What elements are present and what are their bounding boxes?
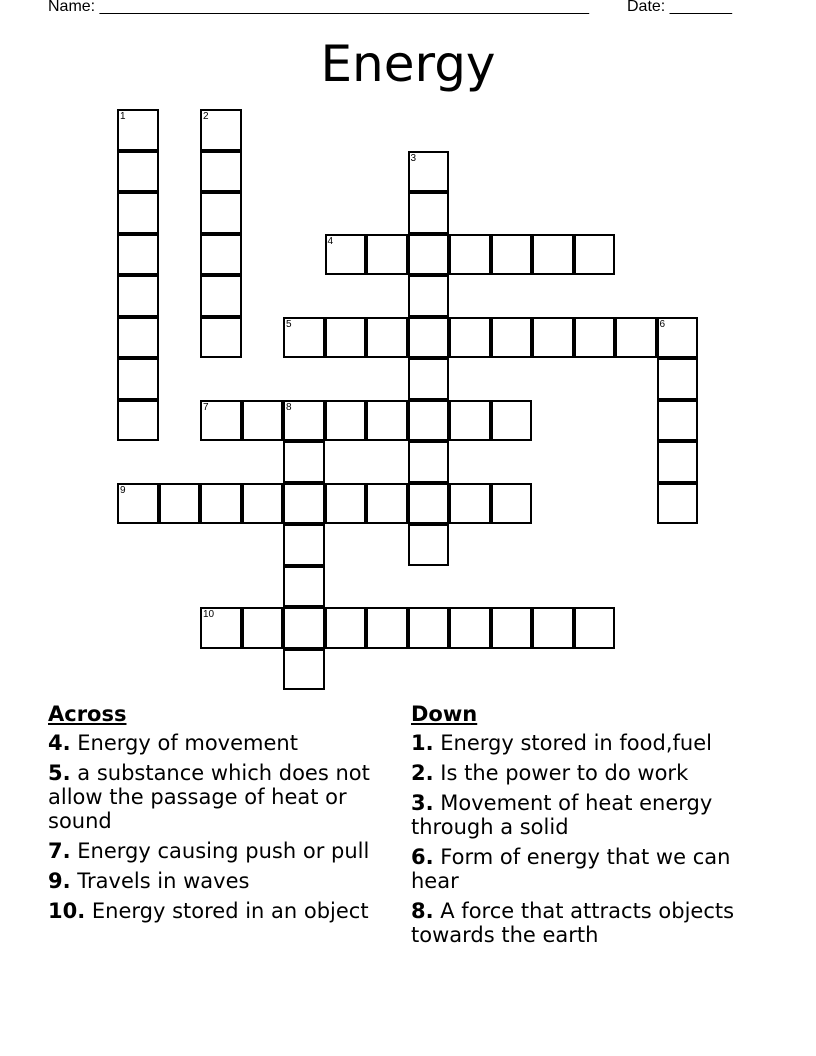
crossword-cell[interactable]: [283, 483, 325, 525]
crossword-cell[interactable]: [449, 234, 491, 276]
date-field[interactable]: Date: _______: [627, 0, 732, 15]
across-heading: Across: [48, 702, 127, 726]
crossword-cell[interactable]: [283, 566, 325, 608]
crossword-cell[interactable]: [200, 483, 242, 525]
crossword-cell[interactable]: [325, 234, 367, 276]
down-clue-3: [411, 791, 751, 839]
crossword-cell[interactable]: [408, 192, 450, 234]
crossword-cell[interactable]: [408, 358, 450, 400]
crossword-cell[interactable]: [200, 275, 242, 317]
down-clue-8: [411, 899, 751, 947]
across-clue-10: [48, 899, 398, 923]
crossword-cell[interactable]: [408, 483, 450, 525]
clue-number: 4.: [48, 731, 71, 755]
clue-number: 1.: [411, 731, 434, 755]
crossword-cell[interactable]: [408, 400, 450, 442]
crossword-cell[interactable]: [117, 483, 159, 525]
crossword-cell[interactable]: [657, 317, 699, 359]
clue-text: A force that attracts objects towards the earth: [411, 899, 735, 947]
clue-text: Movement of heat energy through a solid: [411, 791, 713, 839]
crossword-cell[interactable]: [283, 607, 325, 649]
across-clue-4: [48, 731, 398, 755]
crossword-cell[interactable]: [657, 483, 699, 525]
crossword-cell[interactable]: [200, 234, 242, 276]
clue-number: 10.: [48, 899, 86, 923]
crossword-cell[interactable]: [408, 151, 450, 193]
crossword-cell[interactable]: [325, 607, 367, 649]
crossword-cell[interactable]: [366, 607, 408, 649]
crossword-cell[interactable]: [200, 607, 242, 649]
down-clue-2: [411, 761, 751, 785]
cell-number: 6: [659, 318, 666, 330]
crossword-cell[interactable]: [242, 607, 284, 649]
crossword-cell[interactable]: [408, 441, 450, 483]
crossword-cell[interactable]: [532, 317, 574, 359]
crossword-cell[interactable]: [657, 358, 699, 400]
crossword-cell[interactable]: [283, 441, 325, 483]
cell-number: 9: [120, 484, 126, 496]
crossword-cell[interactable]: [366, 483, 408, 525]
crossword-cell[interactable]: [283, 649, 325, 691]
clue-text: Form of energy that we can hear: [411, 845, 731, 893]
crossword-cell[interactable]: [449, 607, 491, 649]
cell-number: 5: [286, 318, 292, 330]
page-title: Energy: [320, 35, 496, 93]
crossword-cell[interactable]: [491, 317, 533, 359]
crossword-cell[interactable]: [242, 483, 284, 525]
crossword-cell[interactable]: [366, 234, 408, 276]
crossword-cell[interactable]: [159, 483, 201, 525]
crossword-cell[interactable]: [242, 400, 284, 442]
crossword-cell[interactable]: [283, 524, 325, 566]
crossword-cell[interactable]: [491, 234, 533, 276]
crossword-cell[interactable]: [200, 151, 242, 193]
crossword-cell[interactable]: [283, 317, 325, 359]
down-heading: Down: [411, 702, 478, 726]
across-clues: [48, 702, 398, 929]
crossword-cell[interactable]: [449, 317, 491, 359]
cell-number: 10: [203, 609, 215, 620]
crossword-cell[interactable]: [574, 234, 616, 276]
clue-number: 9.: [48, 869, 71, 893]
crossword-cell[interactable]: [200, 317, 242, 359]
clue-text: Energy of movement: [70, 731, 298, 755]
crossword-cell[interactable]: [117, 109, 159, 151]
crossword-cell[interactable]: [491, 400, 533, 442]
clue-number: 3.: [411, 791, 434, 815]
across-clue-7: [48, 839, 398, 863]
clue-number: 7.: [48, 839, 71, 863]
name-field[interactable]: Name: _______________________________________________________: [48, 0, 589, 15]
clue-number: 6.: [411, 845, 434, 869]
clue-text: Energy causing push or pull: [70, 839, 370, 863]
cell-number: 4: [327, 235, 334, 247]
crossword-cell[interactable]: [283, 400, 325, 442]
crossword-cell[interactable]: [574, 607, 616, 649]
crossword-cell[interactable]: [491, 483, 533, 525]
crossword-cell[interactable]: [491, 607, 533, 649]
crossword-cell[interactable]: [408, 275, 450, 317]
cell-number: 7: [203, 401, 209, 413]
cell-number: 2: [203, 111, 209, 122]
clue-number: 5.: [48, 761, 71, 785]
crossword-cell[interactable]: [366, 400, 408, 442]
crossword-cell[interactable]: [408, 234, 450, 276]
crossword-cell[interactable]: [117, 234, 159, 276]
crossword-cell[interactable]: [657, 400, 699, 442]
crossword-cell[interactable]: [657, 441, 699, 483]
cell-number: 8: [286, 401, 292, 413]
down-clue-1: [411, 731, 751, 755]
crossword-cell[interactable]: [615, 317, 657, 359]
crossword-cell[interactable]: [200, 109, 242, 151]
crossword-cell[interactable]: [366, 317, 408, 359]
crossword-cell[interactable]: [574, 317, 616, 359]
down-clues: [411, 702, 751, 953]
crossword-cell[interactable]: [200, 192, 242, 234]
crossword-cell[interactable]: [117, 192, 159, 234]
crossword-cell[interactable]: [449, 483, 491, 525]
crossword-cell[interactable]: [408, 524, 450, 566]
crossword-cell[interactable]: [449, 400, 491, 442]
clue-text: Travels in waves: [70, 869, 250, 893]
crossword-cell[interactable]: [408, 317, 450, 359]
across-clue-9: [48, 869, 398, 893]
across-clue-5: [48, 761, 398, 833]
clue-text: Energy stored in food,fuel: [433, 731, 712, 755]
cell-number: 3: [410, 152, 417, 164]
clue-text: Energy stored in an object: [85, 899, 369, 923]
crossword-cell[interactable]: [117, 275, 159, 317]
crossword-cell[interactable]: [117, 358, 159, 400]
clue-number: 2.: [411, 761, 434, 785]
crossword-cell[interactable]: [532, 234, 574, 276]
crossword-cell[interactable]: [532, 607, 574, 649]
clue-text: Is the power to do work: [433, 761, 689, 785]
crossword-cell[interactable]: [200, 400, 242, 442]
crossword-cell[interactable]: [325, 483, 367, 525]
crossword-cell[interactable]: [117, 151, 159, 193]
clue-number: 8.: [411, 899, 434, 923]
down-clue-6: [411, 845, 751, 893]
crossword-cell[interactable]: [117, 317, 159, 359]
cell-number: 1: [120, 111, 126, 122]
crossword-cell[interactable]: [408, 607, 450, 649]
clue-text: a substance which does not allow the passage of heat or sound: [48, 761, 370, 833]
crossword-cell[interactable]: [325, 400, 367, 442]
crossword-cell[interactable]: [117, 400, 159, 442]
crossword-cell[interactable]: [325, 317, 367, 359]
